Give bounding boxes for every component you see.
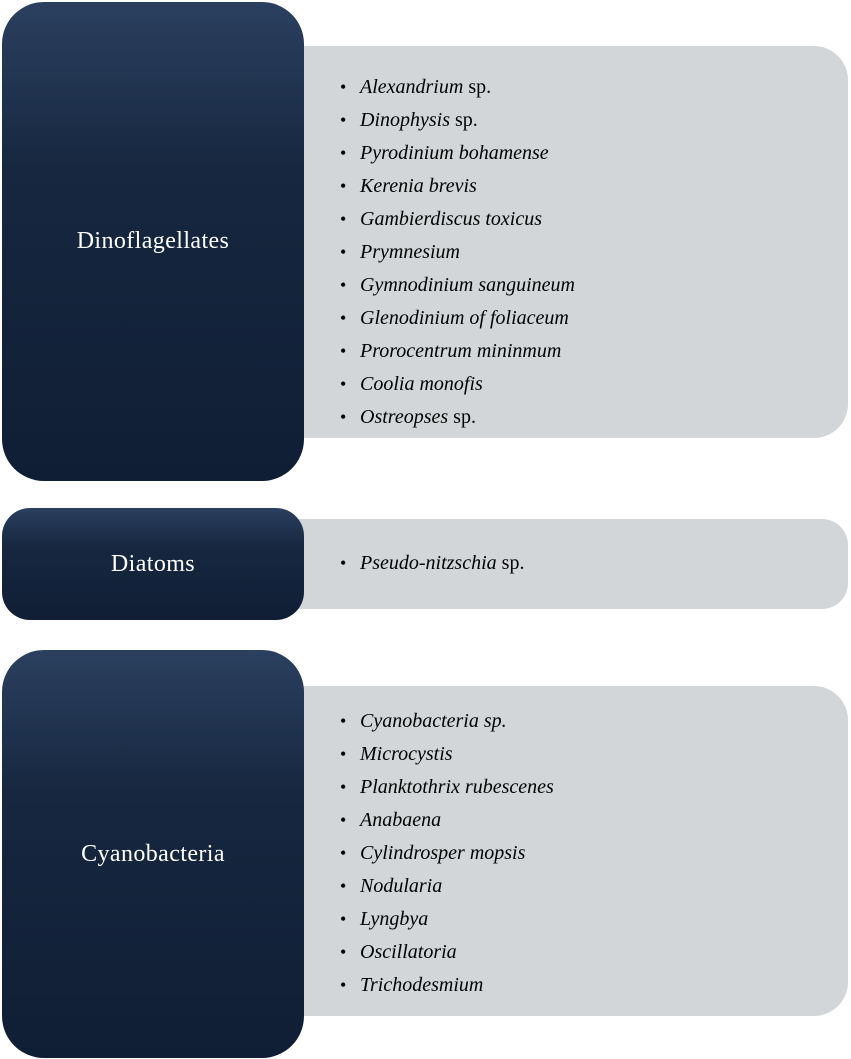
species-list-item	[340, 936, 832, 969]
species-name: Ostreopses	[360, 406, 449, 428]
species-name-suffix: sp.	[448, 406, 476, 428]
species-list-item	[340, 837, 832, 870]
species-list-item	[340, 71, 832, 104]
species-name: Dinophysis	[360, 109, 450, 131]
species-name: Nodularia	[360, 875, 443, 897]
category-label-cyanobacteria: Cyanobacteria	[81, 840, 225, 867]
species-name: Trichodesmium	[360, 974, 484, 996]
species-name-suffix: sp.	[450, 109, 478, 131]
species-name: Gymnodinium sanguineum	[360, 274, 575, 296]
species-name: Pseudo-nitzschia	[360, 552, 497, 574]
species-name: Glenodinium of foliaceum	[360, 307, 569, 329]
species-name: Gambierdiscus toxicus	[360, 208, 543, 230]
species-name: Lyngbya	[360, 908, 429, 930]
species-panel-diatoms	[268, 519, 848, 609]
species-name: Coolia monofis	[360, 373, 483, 395]
bullet-icon: •	[340, 711, 347, 731]
bullet-icon: •	[340, 176, 347, 196]
species-list-item	[340, 804, 832, 837]
species-list-item	[340, 870, 832, 903]
bullet-icon: •	[340, 876, 347, 896]
species-name: Prorocentrum mininmum	[360, 340, 562, 362]
category-box-cyanobacteria	[2, 650, 304, 1058]
species-name: Oscillatoria	[360, 941, 457, 963]
bullet-icon: •	[340, 209, 347, 229]
species-list-item	[340, 903, 832, 936]
bullet-icon: •	[340, 77, 347, 97]
species-panel-dinoflagellates	[268, 46, 848, 438]
species-list-item	[340, 104, 832, 137]
bullet-icon: •	[340, 777, 347, 797]
bullet-icon: •	[340, 110, 347, 130]
species-panel-cyanobacteria	[268, 686, 848, 1016]
bullet-icon: •	[340, 843, 347, 863]
species-list-item	[340, 269, 832, 302]
species-name: Anabaena	[360, 809, 442, 831]
species-name-suffix: sp.	[496, 552, 525, 574]
category-label-diatoms: Diatoms	[110, 550, 196, 577]
species-list-item	[340, 137, 832, 170]
bullet-icon: •	[340, 308, 347, 328]
species-list-item	[340, 969, 832, 1002]
bullet-icon: •	[340, 341, 347, 361]
bullet-icon: •	[340, 242, 347, 262]
category-box-diatoms	[2, 508, 304, 620]
species-name: Kerenia brevis	[360, 175, 477, 197]
category-box-dinoflagellates	[2, 2, 304, 481]
species-list-item	[340, 236, 832, 269]
bullet-icon: •	[340, 975, 347, 995]
species-list-item	[340, 302, 832, 335]
species-name: Planktothrix rubescenes	[360, 776, 554, 798]
species-name: Cylindrosper mopsis	[360, 842, 526, 864]
bullet-icon: •	[340, 553, 347, 573]
species-name-suffix: sp.	[463, 76, 492, 98]
species-list-item	[340, 401, 832, 434]
bullet-icon: •	[340, 407, 347, 427]
species-name: Prymnesium	[360, 241, 460, 263]
species-name: Pyrodinium bohamense	[360, 142, 549, 164]
bullet-icon: •	[340, 143, 347, 163]
species-name: Microcystis	[360, 743, 453, 765]
species-list-item	[340, 170, 832, 203]
species-list-item	[340, 335, 832, 368]
bullet-icon: •	[340, 275, 347, 295]
species-list-item	[340, 547, 832, 580]
species-list-item	[340, 203, 832, 236]
species-list-cyanobacteria	[268, 686, 848, 1002]
species-list-item	[340, 368, 832, 401]
bullet-icon: •	[340, 374, 347, 394]
bullet-icon: •	[340, 810, 347, 830]
species-list-diatoms	[268, 519, 848, 580]
species-list-item	[340, 738, 832, 771]
bullet-icon: •	[340, 909, 347, 929]
bullet-icon: •	[340, 942, 347, 962]
bullet-icon: •	[340, 744, 347, 764]
species-list-item	[340, 705, 832, 738]
species-list-item	[340, 771, 832, 804]
species-name: Alexandrium	[360, 76, 464, 98]
species-list-dinoflagellates	[268, 46, 848, 434]
category-label-dinoflagellates: Dinoflagellates	[76, 228, 230, 254]
species-name: Cyanobacteria sp.	[360, 710, 507, 732]
